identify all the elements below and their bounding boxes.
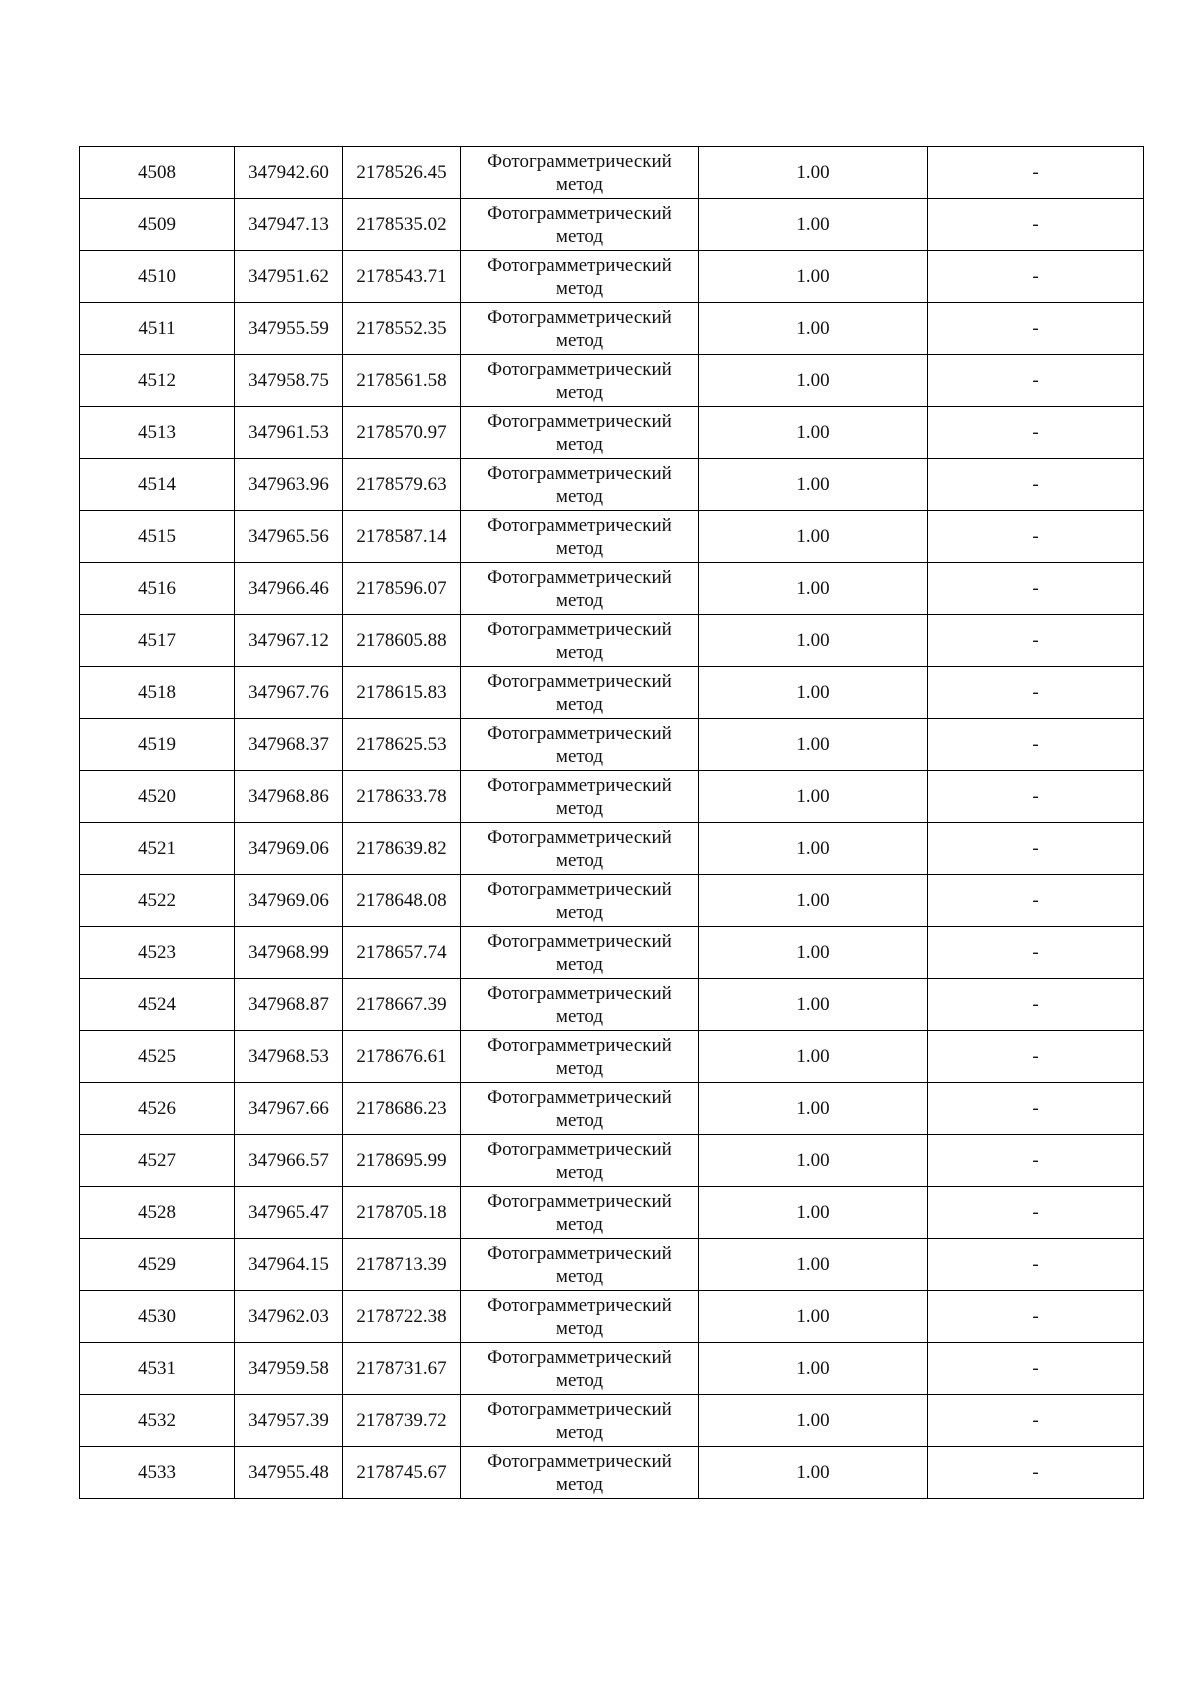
y-coordinate-cell: 2178731.67: [343, 1343, 461, 1395]
table-row: [80, 719, 1144, 771]
method-line-2: метод: [555, 1369, 604, 1391]
accuracy-cell: 1.00: [699, 667, 928, 719]
note-cell: -: [928, 147, 1144, 199]
method-line-1: Фотограмметрический: [487, 1086, 672, 1108]
point-number-cell: 4509: [80, 199, 235, 251]
method-line-2: метод: [555, 849, 604, 871]
method-line-2: метод: [555, 1265, 604, 1287]
method-line-1: Фотограмметрический: [487, 462, 672, 484]
accuracy-cell: 1.00: [699, 251, 928, 303]
y-coordinate-cell: 2178667.39: [343, 979, 461, 1031]
note-cell: -: [928, 1447, 1144, 1499]
accuracy-cell: 1.00: [699, 459, 928, 511]
note-cell: -: [928, 407, 1144, 459]
x-coordinate-cell: 347942.60: [235, 147, 343, 199]
x-coordinate-cell: 347967.76: [235, 667, 343, 719]
method-cell: [461, 1395, 699, 1447]
note-cell: -: [928, 1031, 1144, 1083]
method-line-2: метод: [555, 589, 604, 611]
table-row: [80, 355, 1144, 407]
x-coordinate-cell: 347964.15: [235, 1239, 343, 1291]
accuracy-cell: 1.00: [699, 1083, 928, 1135]
method-line-2: метод: [555, 1109, 604, 1131]
method-cell: [461, 875, 699, 927]
method-cell: [461, 1135, 699, 1187]
method-line-1: Фотограмметрический: [487, 722, 672, 744]
x-coordinate-cell: 347967.12: [235, 615, 343, 667]
method-line-2: метод: [555, 225, 604, 247]
y-coordinate-cell: 2178705.18: [343, 1187, 461, 1239]
x-coordinate-cell: 347955.48: [235, 1447, 343, 1499]
method-line-1: Фотограмметрический: [487, 670, 672, 692]
method-cell: [461, 511, 699, 563]
x-coordinate-cell: 347961.53: [235, 407, 343, 459]
note-cell: -: [928, 927, 1144, 979]
note-cell: -: [928, 615, 1144, 667]
table-row: [80, 1187, 1144, 1239]
method-cell: [461, 1291, 699, 1343]
note-cell: -: [928, 251, 1144, 303]
note-cell: -: [928, 823, 1144, 875]
method-cell: [461, 823, 699, 875]
note-cell: -: [928, 667, 1144, 719]
accuracy-cell: 1.00: [699, 771, 928, 823]
table-row: [80, 1291, 1144, 1343]
table-row: [80, 1031, 1144, 1083]
method-cell: [461, 563, 699, 615]
table-row: [80, 1447, 1144, 1499]
x-coordinate-cell: 347969.06: [235, 823, 343, 875]
accuracy-cell: 1.00: [699, 1291, 928, 1343]
table-row: [80, 1395, 1144, 1447]
method-line-1: Фотограмметрический: [487, 774, 672, 796]
x-coordinate-cell: 347966.57: [235, 1135, 343, 1187]
y-coordinate-cell: 2178579.63: [343, 459, 461, 511]
note-cell: -: [928, 1083, 1144, 1135]
x-coordinate-cell: 347966.46: [235, 563, 343, 615]
method-line-2: метод: [555, 537, 604, 559]
method-line-2: метод: [555, 797, 604, 819]
method-line-1: Фотограмметрический: [487, 618, 672, 640]
table-row: [80, 615, 1144, 667]
accuracy-cell: 1.00: [699, 563, 928, 615]
x-coordinate-cell: 347951.62: [235, 251, 343, 303]
note-cell: -: [928, 511, 1144, 563]
point-number-cell: 4526: [80, 1083, 235, 1135]
point-number-cell: 4515: [80, 511, 235, 563]
method-line-1: Фотограмметрический: [487, 410, 672, 432]
method-line-2: метод: [555, 901, 604, 923]
method-cell: [461, 199, 699, 251]
y-coordinate-cell: 2178722.38: [343, 1291, 461, 1343]
point-number-cell: 4522: [80, 875, 235, 927]
point-number-cell: 4530: [80, 1291, 235, 1343]
x-coordinate-cell: 347968.87: [235, 979, 343, 1031]
y-coordinate-cell: 2178543.71: [343, 251, 461, 303]
table-row: [80, 511, 1144, 563]
x-coordinate-cell: 347965.56: [235, 511, 343, 563]
point-number-cell: 4519: [80, 719, 235, 771]
y-coordinate-cell: 2178587.14: [343, 511, 461, 563]
x-coordinate-cell: 347959.58: [235, 1343, 343, 1395]
accuracy-cell: 1.00: [699, 1135, 928, 1187]
note-cell: -: [928, 199, 1144, 251]
x-coordinate-cell: 347958.75: [235, 355, 343, 407]
table-row: [80, 407, 1144, 459]
table-row: [80, 927, 1144, 979]
table-row: [80, 251, 1144, 303]
accuracy-cell: 1.00: [699, 303, 928, 355]
point-number-cell: 4510: [80, 251, 235, 303]
point-number-cell: 4512: [80, 355, 235, 407]
method-line-2: метод: [555, 1213, 604, 1235]
point-number-cell: 4508: [80, 147, 235, 199]
y-coordinate-cell: 2178615.83: [343, 667, 461, 719]
point-number-cell: 4528: [80, 1187, 235, 1239]
method-cell: [461, 1187, 699, 1239]
method-line-1: Фотограмметрический: [487, 150, 672, 172]
note-cell: -: [928, 355, 1144, 407]
note-cell: -: [928, 1395, 1144, 1447]
point-number-cell: 4531: [80, 1343, 235, 1395]
method-cell: [461, 459, 699, 511]
method-line-2: метод: [555, 1161, 604, 1183]
x-coordinate-cell: 347963.96: [235, 459, 343, 511]
x-coordinate-cell: 347947.13: [235, 199, 343, 251]
method-cell: [461, 615, 699, 667]
method-line-1: Фотограмметрический: [487, 1294, 672, 1316]
method-line-2: метод: [555, 381, 604, 403]
point-number-cell: 4521: [80, 823, 235, 875]
method-cell: [461, 303, 699, 355]
point-number-cell: 4533: [80, 1447, 235, 1499]
point-number-cell: 4524: [80, 979, 235, 1031]
note-cell: -: [928, 563, 1144, 615]
method-cell: [461, 251, 699, 303]
accuracy-cell: 1.00: [699, 1395, 928, 1447]
note-cell: -: [928, 1239, 1144, 1291]
accuracy-cell: 1.00: [699, 615, 928, 667]
note-cell: -: [928, 719, 1144, 771]
x-coordinate-cell: 347955.59: [235, 303, 343, 355]
table-row: [80, 147, 1144, 199]
method-cell: [461, 1447, 699, 1499]
point-number-cell: 4527: [80, 1135, 235, 1187]
method-line-2: метод: [555, 693, 604, 715]
accuracy-cell: 1.00: [699, 979, 928, 1031]
method-line-2: метод: [555, 329, 604, 351]
accuracy-cell: 1.00: [699, 511, 928, 563]
coordinates-table-body: [80, 147, 1144, 1499]
point-number-cell: 4529: [80, 1239, 235, 1291]
method-line-1: Фотограмметрический: [487, 1346, 672, 1368]
method-line-2: метод: [555, 953, 604, 975]
x-coordinate-cell: 347957.39: [235, 1395, 343, 1447]
method-line-1: Фотограмметрический: [487, 1450, 672, 1472]
method-cell: [461, 927, 699, 979]
method-cell: [461, 1239, 699, 1291]
note-cell: -: [928, 979, 1144, 1031]
accuracy-cell: 1.00: [699, 199, 928, 251]
note-cell: -: [928, 459, 1144, 511]
method-cell: [461, 667, 699, 719]
table-row: [80, 199, 1144, 251]
table-row: [80, 875, 1144, 927]
note-cell: -: [928, 1135, 1144, 1187]
accuracy-cell: 1.00: [699, 1447, 928, 1499]
y-coordinate-cell: 2178745.67: [343, 1447, 461, 1499]
table-row: [80, 1135, 1144, 1187]
method-line-2: метод: [555, 277, 604, 299]
method-cell: [461, 1343, 699, 1395]
accuracy-cell: 1.00: [699, 1031, 928, 1083]
point-number-cell: 4513: [80, 407, 235, 459]
method-line-1: Фотограмметрический: [487, 306, 672, 328]
accuracy-cell: 1.00: [699, 407, 928, 459]
accuracy-cell: 1.00: [699, 1187, 928, 1239]
point-number-cell: 4516: [80, 563, 235, 615]
method-cell: [461, 1031, 699, 1083]
method-line-2: метод: [555, 1057, 604, 1079]
method-line-1: Фотограмметрический: [487, 930, 672, 952]
y-coordinate-cell: 2178686.23: [343, 1083, 461, 1135]
table-row: [80, 459, 1144, 511]
y-coordinate-cell: 2178605.88: [343, 615, 461, 667]
table-row: [80, 1343, 1144, 1395]
note-cell: -: [928, 303, 1144, 355]
method-line-1: Фотограмметрический: [487, 566, 672, 588]
method-cell: [461, 1083, 699, 1135]
table-row: [80, 667, 1144, 719]
point-number-cell: 4518: [80, 667, 235, 719]
x-coordinate-cell: 347962.03: [235, 1291, 343, 1343]
accuracy-cell: 1.00: [699, 719, 928, 771]
accuracy-cell: 1.00: [699, 927, 928, 979]
y-coordinate-cell: 2178625.53: [343, 719, 461, 771]
x-coordinate-cell: 347967.66: [235, 1083, 343, 1135]
point-number-cell: 4517: [80, 615, 235, 667]
method-cell: [461, 719, 699, 771]
y-coordinate-cell: 2178526.45: [343, 147, 461, 199]
y-coordinate-cell: 2178713.39: [343, 1239, 461, 1291]
method-line-2: метод: [555, 745, 604, 767]
table-row: [80, 1083, 1144, 1135]
method-line-1: Фотограмметрический: [487, 358, 672, 380]
method-line-2: метод: [555, 433, 604, 455]
method-cell: [461, 979, 699, 1031]
method-line-1: Фотограмметрический: [487, 826, 672, 848]
y-coordinate-cell: 2178657.74: [343, 927, 461, 979]
point-number-cell: 4525: [80, 1031, 235, 1083]
method-line-1: Фотограмметрический: [487, 1138, 672, 1160]
method-cell: [461, 147, 699, 199]
method-line-2: метод: [555, 1005, 604, 1027]
method-line-1: Фотограмметрический: [487, 1034, 672, 1056]
point-number-cell: 4511: [80, 303, 235, 355]
point-number-cell: 4514: [80, 459, 235, 511]
accuracy-cell: 1.00: [699, 823, 928, 875]
note-cell: -: [928, 1187, 1144, 1239]
method-cell: [461, 355, 699, 407]
y-coordinate-cell: 2178596.07: [343, 563, 461, 615]
table-row: [80, 563, 1144, 615]
y-coordinate-cell: 2178695.99: [343, 1135, 461, 1187]
coordinates-table: [79, 146, 1144, 1499]
accuracy-cell: 1.00: [699, 355, 928, 407]
note-cell: -: [928, 1343, 1144, 1395]
y-coordinate-cell: 2178648.08: [343, 875, 461, 927]
method-line-2: метод: [555, 641, 604, 663]
point-number-cell: 4520: [80, 771, 235, 823]
x-coordinate-cell: 347968.53: [235, 1031, 343, 1083]
y-coordinate-cell: 2178676.61: [343, 1031, 461, 1083]
y-coordinate-cell: 2178633.78: [343, 771, 461, 823]
method-line-2: метод: [555, 1473, 604, 1495]
method-line-2: метод: [555, 1317, 604, 1339]
method-line-1: Фотограмметрический: [487, 1242, 672, 1264]
method-line-1: Фотограмметрический: [487, 1190, 672, 1212]
table-row: [80, 979, 1144, 1031]
table-row: [80, 771, 1144, 823]
note-cell: -: [928, 875, 1144, 927]
note-cell: -: [928, 771, 1144, 823]
y-coordinate-cell: 2178535.02: [343, 199, 461, 251]
accuracy-cell: 1.00: [699, 875, 928, 927]
accuracy-cell: 1.00: [699, 147, 928, 199]
method-cell: [461, 771, 699, 823]
table-row: [80, 1239, 1144, 1291]
method-line-1: Фотограмметрический: [487, 202, 672, 224]
y-coordinate-cell: 2178739.72: [343, 1395, 461, 1447]
method-line-2: метод: [555, 1421, 604, 1443]
y-coordinate-cell: 2178570.97: [343, 407, 461, 459]
point-number-cell: 4523: [80, 927, 235, 979]
y-coordinate-cell: 2178561.58: [343, 355, 461, 407]
method-line-1: Фотограмметрический: [487, 982, 672, 1004]
method-cell: [461, 407, 699, 459]
x-coordinate-cell: 347968.99: [235, 927, 343, 979]
method-line-2: метод: [555, 173, 604, 195]
y-coordinate-cell: 2178639.82: [343, 823, 461, 875]
accuracy-cell: 1.00: [699, 1239, 928, 1291]
method-line-1: Фотограмметрический: [487, 878, 672, 900]
x-coordinate-cell: 347968.37: [235, 719, 343, 771]
table-row: [80, 303, 1144, 355]
method-line-1: Фотограмметрический: [487, 514, 672, 536]
accuracy-cell: 1.00: [699, 1343, 928, 1395]
x-coordinate-cell: 347968.86: [235, 771, 343, 823]
x-coordinate-cell: 347965.47: [235, 1187, 343, 1239]
table-row: [80, 823, 1144, 875]
point-number-cell: 4532: [80, 1395, 235, 1447]
method-line-2: метод: [555, 485, 604, 507]
note-cell: -: [928, 1291, 1144, 1343]
x-coordinate-cell: 347969.06: [235, 875, 343, 927]
method-line-1: Фотограмметрический: [487, 254, 672, 276]
method-line-1: Фотограмметрический: [487, 1398, 672, 1420]
y-coordinate-cell: 2178552.35: [343, 303, 461, 355]
